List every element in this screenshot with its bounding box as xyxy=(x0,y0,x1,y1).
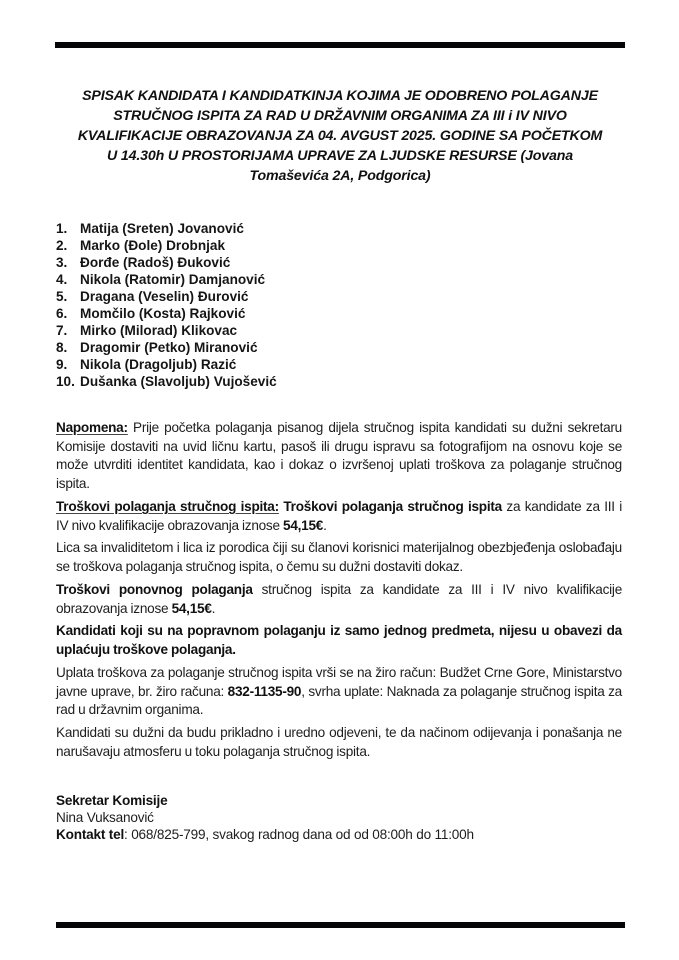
contact-line xyxy=(56,827,474,844)
list-number: 3. xyxy=(56,255,68,270)
list-item xyxy=(56,339,277,356)
ponovno-paragraph xyxy=(56,581,622,618)
napomena-text: Prije početka polaganja pisanog dijela stručnog ispita kandidati su dužni sekretaru Komisije dostaviti na uvid ličnu kartu, pasoš ili drugu ispravu sa fotografijom na osnovu koje se može utvrditi identitet kandidata, kao i dokaz o izvršenoj uplati troškova za polaganje stručnog ispita. xyxy=(56,420,622,491)
uplata-paragraph xyxy=(56,664,622,720)
document-title xyxy=(40,86,640,186)
candidate-name: Marko (Đole) Drobnjak xyxy=(80,238,226,253)
troskovi-bold-lead: Troškovi polaganja stručnog ispita xyxy=(278,499,502,514)
napomena-paragraph xyxy=(56,419,622,493)
list-item xyxy=(56,288,277,305)
napomena-label: Napomena: xyxy=(56,420,128,435)
candidate-name: Nikola (Dragoljub) Razić xyxy=(80,357,237,372)
popravni-paragraph xyxy=(56,622,622,659)
list-item xyxy=(56,271,277,288)
candidate-name: Dušanka (Slavoljub) Vujošević xyxy=(80,374,277,389)
list-number: 7. xyxy=(56,323,68,338)
uplata-text-after: , svrha uplate: Naknada za polaganje stručnog ispita za rad u državnim organima. xyxy=(56,683,622,718)
list-item xyxy=(56,322,277,339)
ponovno-end: . xyxy=(211,600,216,616)
title-line: STRUČNOG ISPITA ZA RAD U DRŽAVNIM ORGANIMA ZA III i IV NIVO xyxy=(113,108,567,124)
list-item xyxy=(56,305,277,322)
candidate-name: Momčilo (Kosta) Rajković xyxy=(80,306,246,321)
candidate-name: Mirko (Milorad) Klikovac xyxy=(80,323,238,338)
uplata-text-before: Uplata troškova za polaganje stručnog ispita vrši se na žiro račun: Budžet Crne Gore, Ministarstvo javne uprave, br. žiro računa: xyxy=(56,665,622,699)
lica-paragraph xyxy=(56,539,622,576)
bottom-rule xyxy=(56,922,625,928)
troskovi-end: . xyxy=(323,517,327,533)
list-item xyxy=(56,356,277,373)
list-item xyxy=(56,373,277,390)
signature-name: Nina Vuksanović xyxy=(56,809,154,825)
troskovi-label: Troškovi polaganja stručnog ispita: xyxy=(56,499,279,514)
account-number: 832-1135-90 xyxy=(227,683,302,699)
list-number: 8. xyxy=(56,340,68,355)
troskovi-text: za kandidate za III i IV nivo kvalifikacije obrazovanja iznose xyxy=(56,499,623,533)
list-number: 2. xyxy=(56,238,68,253)
list-number: 1. xyxy=(56,221,68,236)
ponovno-bold-lead: Troškovi ponovnog polaganja xyxy=(56,582,253,597)
list-item xyxy=(56,254,277,271)
contact-text: : 068/825-799, svakog radnog dana od od 08:00h do 11:00h xyxy=(124,826,474,842)
list-number: 6. xyxy=(56,306,68,321)
candidate-list xyxy=(56,220,277,390)
title-line: Tomaševića 2A, Podgorica) xyxy=(249,168,431,184)
title-line: SPISAK KANDIDATA I KANDIDATKINJA KOJIMA JE ODOBRENO POLAGANJE xyxy=(82,88,598,104)
list-item xyxy=(56,237,277,254)
odijevanje-paragraph xyxy=(56,724,622,761)
ponovno-amount: 54,15€ xyxy=(171,600,212,616)
list-number: 9. xyxy=(56,357,68,372)
signature-block xyxy=(56,793,474,843)
candidate-name: Dragomir (Petko) Miranović xyxy=(80,340,258,355)
ponovno-text: stručnog ispita za kandidate za III i IV nivo kvalifikacije obrazovanja iznose xyxy=(56,582,623,616)
list-number: 5. xyxy=(56,289,68,304)
odijevanje-text: Kandidati su dužni da budu prikladno i uredno odjeveni, te da načinom odijevanja i ponašanja ne narušavaju atmosferu u toku polaganja stručnog ispita. xyxy=(56,725,622,759)
top-rule xyxy=(55,42,625,48)
popravni-text: Kandidati koji su na popravnom polaganju iz samo jednog predmeta, nijesu u obavezi da uplaćuju troškove polaganja. xyxy=(56,623,622,657)
title-line: KVALIFIKACIJE OBRAZOVANJA ZA 04. AVGUST 2025. GODINE SA POČETKOM xyxy=(77,128,603,144)
list-number: 10. xyxy=(56,374,75,389)
candidate-name: Dragana (Veselin) Đurović xyxy=(80,289,249,304)
troskovi-paragraph xyxy=(56,498,622,535)
lica-text: Lica sa invaliditetom i lica iz porodica čiji su članovi korisnici materijalnog obezbjeđenja oslobađaju se troškova polaganja stručnog ispita, o čemu su dužni dostaviti dokaz. xyxy=(56,540,622,574)
candidate-name: Đorđe (Radoš) Đuković xyxy=(80,255,231,270)
title-line: U 14.30h U PROSTORIJAMA UPRAVE ZA LJUDSKE RESURSE (Jovana xyxy=(106,148,574,164)
candidate-name: Nikola (Ratomir) Damjanović xyxy=(80,272,266,287)
signature-title: Sekretar Komisije xyxy=(56,793,168,808)
troskovi-amount: 54,15€ xyxy=(283,517,324,533)
list-number: 4. xyxy=(56,272,68,287)
contact-label: Kontakt tel xyxy=(56,826,125,842)
candidate-name: Matija (Sreten) Jovanović xyxy=(80,221,244,236)
list-item xyxy=(56,220,277,237)
